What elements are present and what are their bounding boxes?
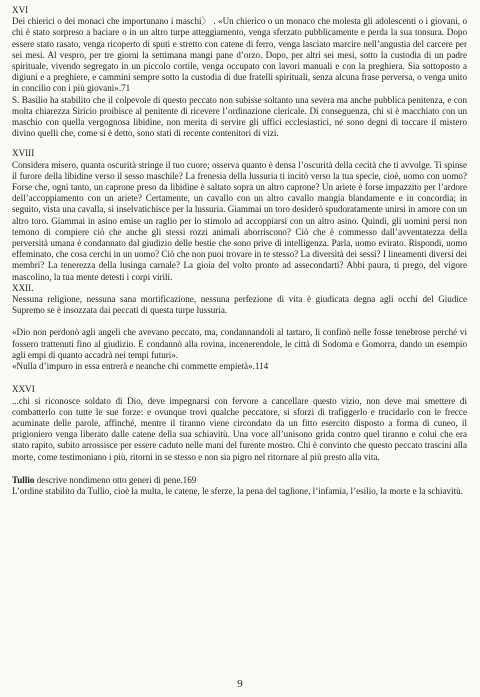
section-heading: XVIII [12, 148, 35, 159]
section-heading: XVI [12, 5, 29, 15]
section-xvi [12, 5, 467, 139]
paragraph: L’ordine stabilito da Tullio, cioè la multa, le catene, le sferze, la pena del taglione, l’infamia, l’esilio, la morte e la schiavitù. [12, 485, 463, 496]
paragraph: Dei chierici o dei monaci che importunano i maschi〉 . «Un chierico o un monaco che molesta gli adolescenti o i giovani, o chi è stato sorpreso a baciare o in un altro turpe atteggiamento, venga sferzato pubblicamente e perda la sua tonsura. Dopo essere stato rasato, venga ricoperto di sputi e stretto con catene di ferro, venga lasciato marcire nell’angustia del carcere per sei mesi. Al vespro, per tre giorni la settimana mangi pane d’orzo. Dopo, per altri sei mesi, sotto la custodia di un padre spirituale, vivendo segregato in un piccolo cortile, venga occupato con lavori manuali e con la preghiera. Sia sottoposto a digiuni e a preghiere, e cammini sempre sotto la custodia di due fratelli spirituali, senza alcuna frase perversa, o venga unito in concilio con i più giovani».71 [12, 16, 467, 94]
scripture-quote: «Dio non perdonò agli angeli che avevano peccato, ma, condannandoli al tartaro, li confinò nelle fosse tenebrose perché vi fossero trattenuti fino al giudizio. E condannò alla rovina, incenerendole, le città di Sodoma e Gomorra, dando un esempio agli empi di quanto accadrà nei tempi futuri». [12, 327, 467, 360]
page-number: 9 [237, 678, 243, 690]
paragraph: Considera misero, quanta oscurità stringe il tuo cuore; osserva quanto è densa l’oscurità della cecità che ti avvolge. Ti spinse il furore della libidine verso il sesso maschile? La frenesia della lussuria ti incitò verso la tua specie, cioè, uomo con uomo? Forse che, ogni tanto, un caprone preso da libidine è saltato sopra un altro caprone? Un ariete è forse impazzito per l’ardore dell’accoppiamento con un ariete? Certamente, un cavallo con un altro cavallo mangia blandamente e in concordia; in seguito, vista una cavalla, si inselvatichisce per la lussuria. Giammai un toro desiderò spudoratamente unirsi in amore con un altro toro. Giammai in asino emise un raglio per lo stimolo ad accoppiarsi con un altro asino. Quindi, gli uomini persi non temono di compiere ciò che anche gli stessi rozzi animali aborriscono? Ciò che è commesso dall’avventatezza della perversità umana è condannato dal giudizio delle bestie che sono prive di intelligenza. Parla, uomo evirato. Rispondi, uomo effeminato, che cosa cerchi in un uomo? Ciò che non puoi trovare in te stesso? La diversità dei sessi? I lineamenti diversi dei membri? La tenerezza della lusinga carnale? La gioia del volto pronto ad assecondarti? Abbi paura, ti prego, del vigore mascolino, la tua mente detesti i corpi virili. [12, 159, 467, 282]
section-xviii [12, 148, 467, 282]
paragraph: ...chi si riconosce soldato di Dio, deve impegnarsi con fervore a cancellare questo vizio, non deve mai smettere di combatterlo con tutte le sue forze: e ovunque trovi qualche peccatore, si sforzi di trafiggerlo e trucidarlo con le frecce acuminate delle parole, affinché, mentre il tiranno viene circondato da un fitto esercito disposto a forma di cuneo, il prigioniero venga liberato dalle catene della sua schiavitù. Una voce all’unisono grida contro quel tiranno e colui che era stato rapito, subito arrossisce per essere caduto nelle mani del furente mostro. Chi è convinto che questo peccato trascini alla morte, come testimoniano i più, ritorni in se stesso e non sia pigro nel ritornare al più presto alla vita. [12, 395, 467, 462]
section-heading: XXII. [12, 282, 34, 293]
scripture-quote: «Nulla d’impuro in essa entrerà e neanche chi commette empietà».114 [12, 361, 269, 372]
section-xxvi [12, 384, 467, 462]
section-xxii [12, 283, 467, 372]
tullio-line [12, 475, 467, 486]
document-body [12, 5, 467, 497]
paragraph: S. Basilio ha stabilito che il colpevole di questo peccato non subisse soltanto una severa ma anche pubblica penitenza, e con molta chiarezza Siricio proibisce al penitente di ricevere l’ordinazione clericale. Di conseguenza, chi si è macchiato con un maschio con quella vergognosa libidine, non merita di servire gli uffici ecclesiastici, né sono degni di toccare il mistero divino quelli che, come si è detto, sono stati di recente contenitori di vizi. [12, 94, 467, 139]
paragraph: Nessuna religione, nessuna sana mortificazione, nessuna perfezione di vita è giudicata degna agli occhi del Giudice Supremo se è insozzata dai peccati di questa turpe lussuria. [12, 294, 467, 316]
section-heading: XXVI [12, 384, 35, 395]
tullio-section [12, 475, 467, 497]
tullio-name: Tullio [12, 474, 35, 485]
tullio-line-rest: descrive nondimeno otto generi di pene.169 [34, 474, 197, 485]
